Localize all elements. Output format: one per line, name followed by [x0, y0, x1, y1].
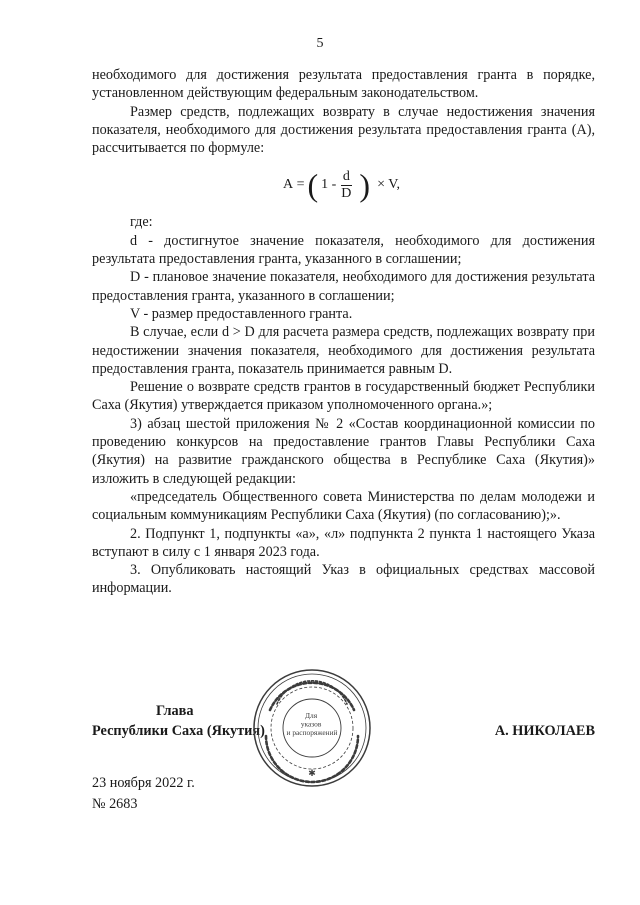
paragraph: d - достигнутое значение показателя, необходимого для достижения результата предоставления гранта, указанного в соглашении; — [92, 232, 595, 268]
paragraph: 3. Опубликовать настоящий Указ в официальных средствах массовой информации. — [92, 562, 595, 597]
page-number: 5 — [316, 36, 324, 51]
refund-formula — [92, 157, 595, 213]
seal-center-text: Для указов и распоряжений — [286, 711, 338, 737]
formula-paren-close: ) — [359, 167, 371, 204]
paragraph: Решение о возврате средств грантов в государственный бюджет Республики Саха (Якутия) утверждается приказом уполномоченного органа.»; — [92, 379, 595, 414]
seal-star-icon: ✱ — [308, 768, 316, 778]
signatory-title: Глава — [156, 703, 194, 719]
formula-paren-open: ( — [307, 167, 319, 204]
document-number: № 2683 — [92, 796, 138, 812]
official-seal-icon — [250, 666, 374, 790]
paragraph: необходимого для достижения результата предоставления гранта в порядке, установленном действующим федеральным законодательством. — [92, 67, 595, 102]
document-date: 23 ноября 2022 г. — [92, 775, 195, 791]
formula-term: 1 - — [321, 177, 337, 193]
signatory-name: А. НИКОЛАЕВ — [494, 723, 595, 739]
paragraph: 3) абзац шестой приложения № 2 «Состав координационной комиссии по проведению конкурсов на предоставление грантов Главы Республики Саха (Якутия) на развитие гражданского общества в Республике Саха (Якутия)» изложить в следующей редакции: — [92, 415, 595, 487]
paragraph: V - размер предоставленного гранта. — [130, 305, 353, 322]
paragraph: D - плановое значение показателя, необходимого для достижения результата предоставления гранта, указанного в соглашении; — [92, 269, 595, 304]
paragraph: В случае, если d > D для расчета размера средств, подлежащих возврату при недостижении значения показателя, необходимого для достижения результата предоставления гранта, показатель принимается равным D. — [92, 324, 595, 377]
paragraph: 2. Подпункт 1, подпункты «а», «л» подпункта 2 пункта 1 настоящего Указа вступают в силу с 1 января 2023 года. — [92, 525, 595, 560]
paragraph: Размер средств, подлежащих возврату в случае недостижения значения показателя, необходимого для достижения результата предоставления гранта (А), рассчитывается по формуле: — [92, 103, 595, 157]
formula-lhs: А = — [282, 177, 305, 193]
document-body — [92, 66, 595, 598]
formula-fraction — [339, 169, 353, 202]
document-date-block — [92, 773, 195, 815]
paragraph: где: — [130, 214, 153, 231]
formula-rhs: × V, — [377, 177, 401, 193]
paragraph: «председатель Общественного совета Министерства по делам молодежи и социальным коммуникациям Республики Саха (Якутия) (по согласованию);». — [92, 488, 595, 524]
signatory-title-region: Республики Саха (Якутия) — [92, 723, 265, 739]
formula-denominator: D — [341, 185, 352, 201]
formula-numerator: d — [342, 168, 350, 184]
